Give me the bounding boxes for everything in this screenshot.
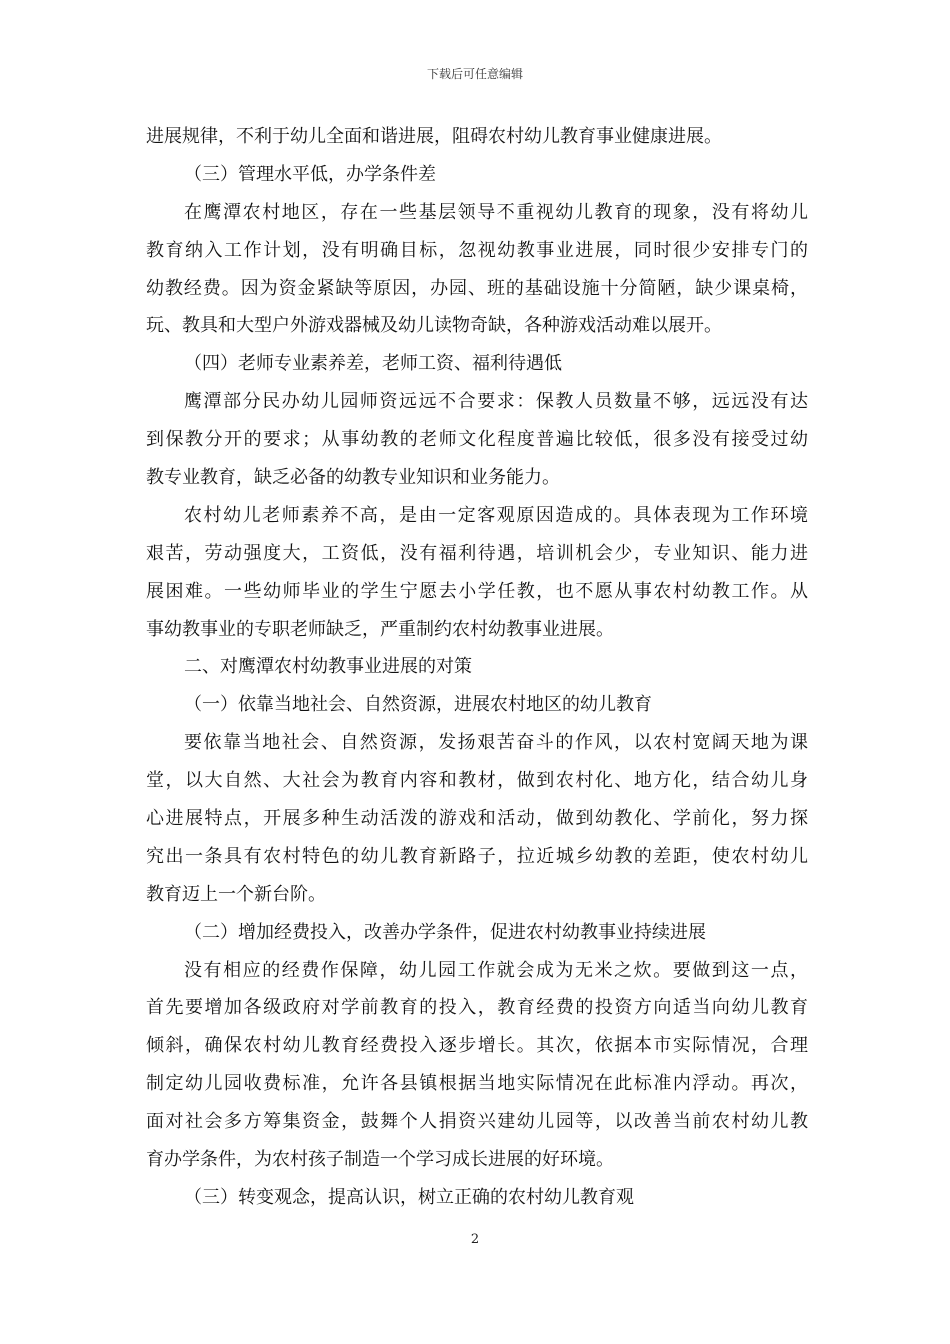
paragraph-line: 事幼教事业的专职老师缺乏，严重制约农村幼教事业进展。	[146, 618, 614, 640]
paragraph-line: 倾斜，确保农村幼儿教育经费投入逐步增长。其次，依据本市实际情况，合理	[146, 1035, 808, 1057]
paragraph-line: 堂，以大自然、大社会为教育内容和教材，做到农村化、地方化，结合幼儿身	[146, 770, 808, 792]
document-body	[146, 118, 808, 1217]
paragraph-line: 面对社会多方筹集资金，鼓舞个人捐资兴建幼儿园等，以改善当前农村幼儿教	[146, 1111, 808, 1133]
section-heading: （二）增加经费投入，改善办学条件，促进农村幼教事业持续进展	[184, 921, 706, 943]
paragraph-line: 到保教分开的要求；从事幼教的老师文化程度普遍比较低，很多没有接受过幼	[146, 429, 808, 451]
paragraph-line: 玩、教具和大型户外游戏器械及幼儿读物奇缺，各种游戏活动难以展开。	[146, 315, 722, 337]
page-header: 下载后可任意编辑	[426, 67, 523, 81]
page-number: 2	[470, 1232, 480, 1247]
paragraph-line: 在鹰潭农村地区，存在一些基层领导不重视幼儿教育的现象，没有将幼儿	[184, 201, 808, 223]
paragraph-line: 幼教经费。因为资金紧缺等原因，办园、班的基础设施十分简陋，缺少课桌椅，	[146, 277, 808, 299]
paragraph-line: 鹰潭部分民办幼儿园师资远远不合要求：保教人员数量不够，远远没有达	[184, 391, 808, 413]
section-heading: （三）管理水平低，办学条件差	[184, 163, 436, 185]
paragraph-line: 农村幼儿老师素养不高，是由一定客观原因造成的。具体表现为工作环境	[184, 504, 808, 526]
section-heading: 二、对鹰潭农村幼教事业进展的对策	[184, 656, 472, 678]
section-heading: （四）老师专业素养差，老师工资、福利待遇低	[184, 353, 562, 375]
paragraph-line: 育办学条件，为农村孩子制造一个学习成长进展的好环境。	[146, 1149, 614, 1171]
paragraph-line: 展困难。一些幼师毕业的学生宁愿去小学任教，也不愿从事农村幼教工作。从	[146, 580, 808, 602]
paragraph-line: 究出一条具有农村特色的幼儿教育新路子，拉近城乡幼教的差距，使农村幼儿	[146, 845, 808, 867]
paragraph-line: 要依靠当地社会、自然资源，发扬艰苦奋斗的作风，以农村宽阔天地为课	[184, 732, 808, 754]
paragraph-line: 没有相应的经费作保障，幼儿园工作就会成为无米之炊。要做到这一点，	[184, 959, 808, 981]
paragraph-line: 教育迈上一个新台阶。	[146, 883, 326, 905]
paragraph-line: 进展规律，不利于幼儿全面和谐进展，阻碍农村幼儿教育事业健康进展。	[146, 126, 722, 147]
paragraph-line: 教专业教育，缺乏必备的幼教专业知识和业务能力。	[146, 467, 560, 489]
paragraph-line: 首先要增加各级政府对学前教育的投入，教育经费的投资方向适当向幼儿教育	[146, 997, 808, 1019]
paragraph-line: 教育纳入工作计划，没有明确目标，忽视幼教事业进展，同时很少安排专门的	[146, 239, 808, 261]
section-heading: （一）依靠当地社会、自然资源，进展农村地区的幼儿教育	[184, 694, 652, 716]
section-heading: （三）转变观念，提高认识，树立正确的农村幼儿教育观	[184, 1186, 634, 1208]
paragraph-line: 艰苦，劳动强度大，工资低，没有福利待遇，培训机会少，专业知识、能力进	[146, 542, 808, 564]
paragraph-line: 心进展特点，开展多种生动活泼的游戏和活动，做到幼教化、学前化，努力探	[146, 808, 808, 830]
paragraph-line: 制定幼儿园收费标准，允许各县镇根据当地实际情况在此标准内浮动。再次，	[146, 1073, 808, 1095]
